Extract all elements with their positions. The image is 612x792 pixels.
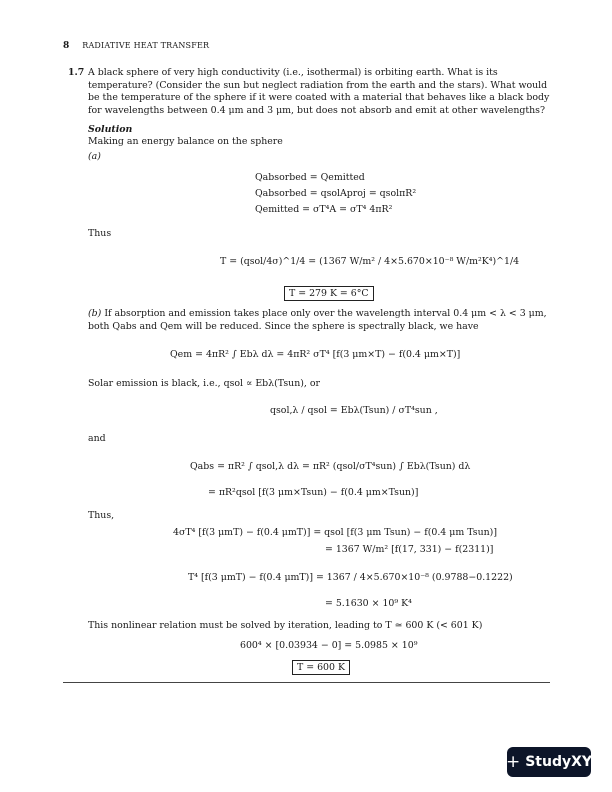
solution-heading: Solution	[88, 124, 133, 135]
thus-label: Thus	[88, 228, 112, 239]
problem-number: 1.7	[68, 67, 85, 78]
problem-text: A black sphere of very high conductivity (i.e., isothermal) is orbiting earth. What is its temperature? (Consider the sun but neglect radiation from the earth and the stars). What would be the temperature of the sphere if it were coated with a material that behaves like a black body for wavelengths between 0.4 μm and 3 μm, but does not absorb and emit at other wavelengths?	[88, 67, 550, 116]
thus-label-2: Thus,	[88, 510, 115, 521]
equation-ratio: qsol,λ / qsol = Ebλ(Tsun) / σT⁴sun ,	[270, 405, 438, 416]
part-b-text: If absorption and emission takes place only over the wavelength interval 0.4 μm < λ < 3 μm, both Qabs and Qem will be reduced. Since the sphere is spectrally black, we have	[88, 308, 547, 332]
running-title: RADIATIVE HEAT TRANSFER	[82, 41, 210, 50]
equation-balance: Qabsorbed = Qemitted	[255, 172, 365, 183]
page-number: 8	[63, 41, 70, 51]
result-b-box: T = 600 K	[292, 660, 350, 675]
equation-temperature: T = (qsol/4σ)^1/4 = (1367 W/m² / 4×5.670×10⁻⁸ W/m²K⁴)^1/4	[220, 256, 520, 267]
equation-absorption-1: Qabs = πR² ∫ qsol,λ dλ = πR² (qsol/σT⁴sun) ∫ Ebλ(Tsun) dλ	[190, 461, 471, 472]
studyxy-logo[interactable]	[507, 747, 591, 777]
equation-absorption-2: = πR²qsol [f(3 μm×Tsun) − f(0.4 μm×Tsun)]	[208, 487, 419, 498]
iteration-text: This nonlinear relation must be solved by iteration, leading to T ≃ 600 K (< 601 K)	[88, 620, 483, 631]
solution-intro: Making an energy balance on the sphere	[88, 136, 283, 147]
equation-t4-value: = 5.1630 × 10⁹ K⁴	[325, 598, 412, 609]
equation-emission: Qem = 4πR² ∫ Ebλ dλ = 4πR² σT⁴ [f(3 μm×T) − f(0.4 μm×T)]	[170, 349, 461, 360]
equation-balance-spectral: 4σT⁴ [f(3 μmT) − f(0.4 μmT)] = qsol [f(3 μm Tsun) − f(0.4 μm Tsun)]	[173, 527, 497, 538]
equation-t4: T⁴ [f(3 μmT) − f(0.4 μmT)] = 1367 / 4×5.670×10⁻⁸ (0.9788−0.1222)	[188, 572, 513, 583]
equation-absorbed: Qabsorbed = qsolAproj = qsolπR²	[255, 188, 417, 199]
part-b-paragraph	[88, 308, 552, 333]
running-header	[63, 41, 209, 51]
bottom-rule	[63, 682, 550, 683]
part-b-label: (b)	[88, 308, 102, 319]
and-label: and	[88, 433, 106, 444]
equation-balance-numeric: = 1367 W/m² [f(17, 331) − f(2311)]	[325, 544, 494, 555]
equation-emitted: Qemitted = σT⁴A = σT⁴ 4πR²	[255, 204, 393, 215]
equation-check: 600⁴ × [0.03934 − 0] = 5.0985 × 10⁹	[240, 640, 418, 651]
solar-text: Solar emission is black, i.e., qsol ∝ Ebλ(Tsun), or	[88, 378, 320, 389]
plus-icon: +	[505, 752, 521, 772]
part-a-label: (a)	[88, 151, 101, 162]
result-a-box: T = 279 K = 6°C	[284, 286, 374, 301]
logo-text: StudyXY	[525, 754, 593, 770]
